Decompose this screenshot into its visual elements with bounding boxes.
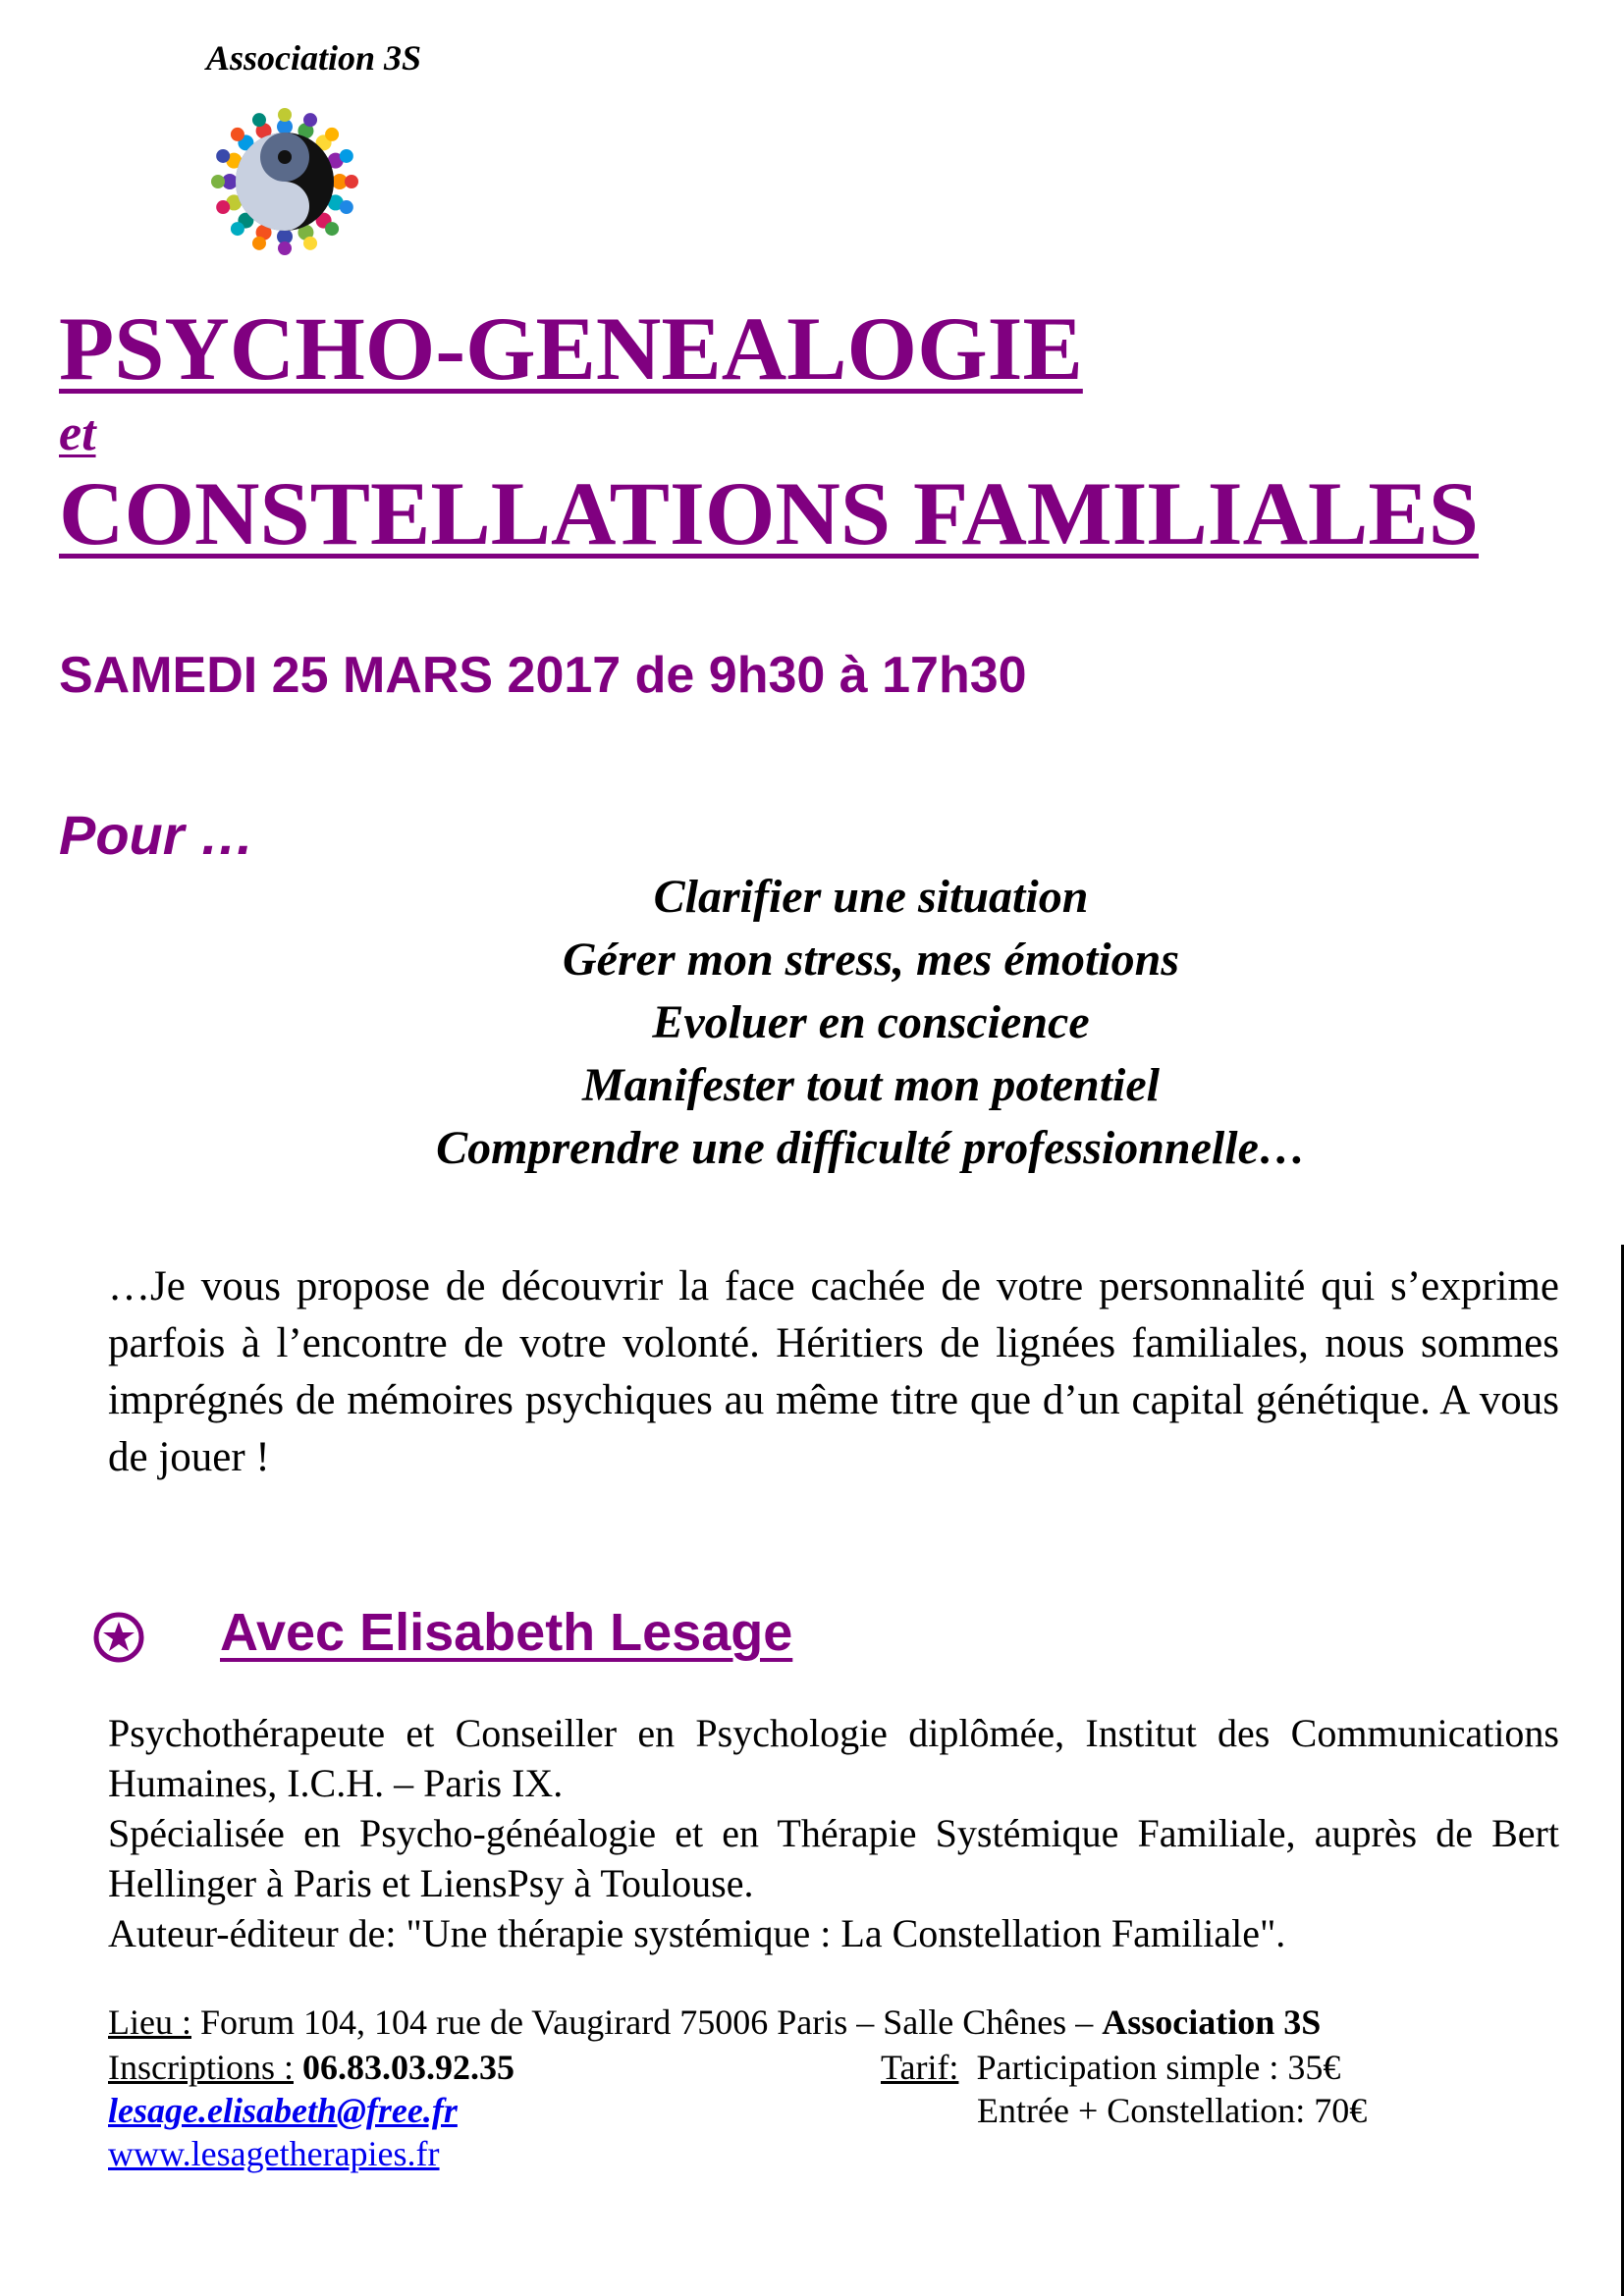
goal-item: Gérer mon stress, mes émotions xyxy=(562,934,1180,986)
goal-item: Manifester tout mon potentiel xyxy=(581,1059,1161,1111)
intro-paragraph: …Je vous propose de découvrir la face cachée de votre personnalité qui s’exprime parfois à l’encontre de votre volonté. Héritiers de lignées familiales, nous sommes imprégnés de mémoires psychiques au même titre que d’un capital génétique. A vous de jouer ! xyxy=(108,1263,1559,1480)
pour-heading: Pour … xyxy=(59,804,255,866)
goals-list xyxy=(59,866,1624,1180)
price-line xyxy=(881,2046,1340,2089)
main-title-psycho-genealogie: PSYCHO-GENEALOGIE xyxy=(59,298,1083,399)
registration-phone: 06.83.03.92.35 xyxy=(293,2048,514,2087)
title-connector: et xyxy=(59,405,96,461)
speaker-bio-line: Auteur-éditeur de: "Une thérapie systémique : La Constellation Familiale". xyxy=(108,1911,1286,1955)
price-simple: Participation simple : 35€ xyxy=(958,2048,1341,2087)
venue-line xyxy=(108,2001,1321,2044)
website-link[interactable]: www.lesagetherapies.fr xyxy=(108,2134,440,2173)
star-in-circle-icon xyxy=(93,1612,144,1663)
speaker-heading: Avec Elisabeth Lesage xyxy=(220,1603,793,1662)
association-logo-icon xyxy=(201,98,368,265)
venue-label: Lieu : xyxy=(108,2002,191,2042)
venue-address: Forum 104, 104 rue de Vaugirard 75006 Paris – Salle Chênes – xyxy=(190,2002,1103,2042)
event-date: SAMEDI 25 MARS 2017 de 9h30 à 17h30 xyxy=(59,647,1027,704)
speaker-bio-line: Psychothérapeute et Conseiller en Psychologie diplômée, Institut des Communications Humaines, I.C.H. – Paris IX. xyxy=(108,1711,1559,1805)
registration-line xyxy=(108,2046,514,2089)
venue-organizer: Association 3S xyxy=(1102,2002,1322,2042)
main-title-constellations: CONSTELLATIONS FAMILIALES xyxy=(59,463,1479,563)
goal-item: Evoluer en conscience xyxy=(652,996,1090,1048)
price-label: Tarif: xyxy=(881,2048,959,2087)
registration-label: Inscriptions : xyxy=(108,2048,294,2087)
goal-item: Comprendre une difficulté professionnelle… xyxy=(436,1122,1306,1174)
goal-item: Clarifier une situation xyxy=(653,871,1089,923)
association-name: Association 3S xyxy=(206,38,422,78)
email-link[interactable]: lesage.elisabeth@free.fr xyxy=(108,2091,458,2130)
speaker-bio-line: Spécialisée en Psycho-généalogie et en Thérapie Systémique Familiale, auprès de Bert Hellinger à Paris et LiensPsy à Toulouse. xyxy=(108,1811,1559,1905)
price-constellation: Entrée + Constellation: 70€ xyxy=(977,2091,1368,2130)
